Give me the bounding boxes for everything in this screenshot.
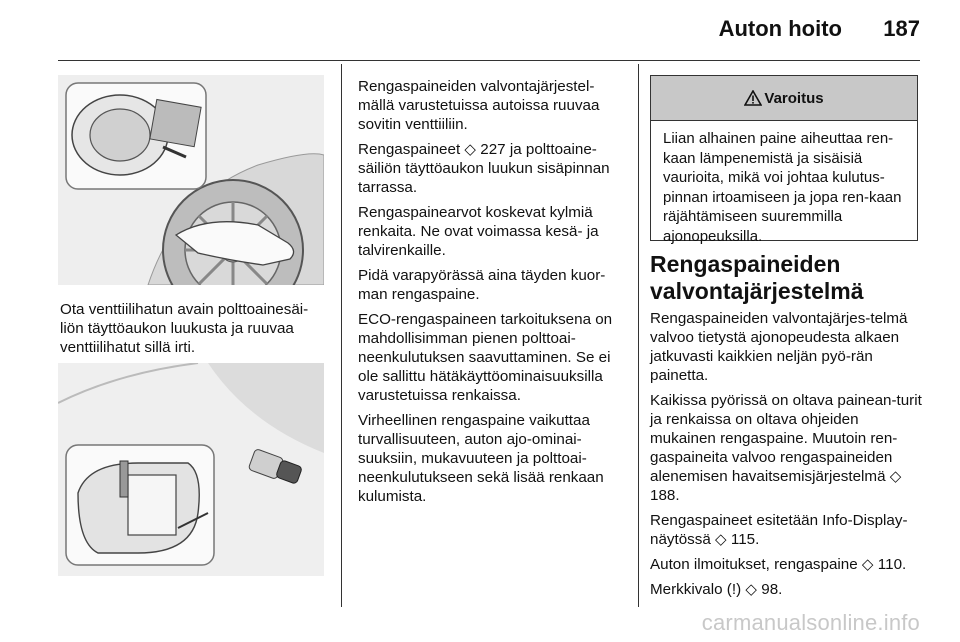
warning-text: Liian alhainen paine aiheuttaa ren-kaan lämpenemistä ja sisäisiä vaurioita, mikä voi johtaa kulutus-pinnan irtoamiseen ja jopa ren-kaan räjähtämiseen suuremmilla ajonopeuksilla. xyxy=(663,130,902,245)
paragraph-eco-pressure: ECO-rengaspaineen tarkoituksena on mahdollisimman pienen polttoai-neenkulutuksen saavuttaminen. Se ei ole sallittu hätäkäyttöominaisuuksilla varustetuissa renkaissa. xyxy=(358,311,613,404)
warning-title: Varoitus xyxy=(764,89,824,107)
illustration-fuel-flap-key xyxy=(58,363,324,576)
page-header xyxy=(0,0,960,60)
paragraph-incorrect-pressure: Virheellinen rengaspaine vaikuttaa turvallisuuteen, auton ajo-ominai-suuksiin, mukavuuteen ja polttoai-neenkulutukseen sekä lisää renkaan kulumista. xyxy=(358,412,604,505)
section-title: Auton hoito xyxy=(718,16,842,41)
warning-box xyxy=(650,75,918,245)
warning-triangle-icon xyxy=(744,90,762,106)
column-divider-left xyxy=(341,64,342,607)
paragraph-monitoring: Rengaspaineiden valvontajärjes-telmä valvoo tietystä ajonopeudesta alkaen jatkuvasti kaikkien neljän pyö-rän painetta. xyxy=(650,310,908,384)
paragraph-control-indicator: Merkkivalo (!) ◇ 98. xyxy=(650,581,783,598)
illustration-valve-cap-removal xyxy=(58,75,324,285)
paragraph-spare-wheel: Pidä varapyörässä aina täyden kuor-man rengaspaine. xyxy=(358,267,606,303)
paragraph-vehicle-messages: Auton ilmoitukset, rengaspaine ◇ 110. xyxy=(650,556,907,573)
right-column-text xyxy=(650,251,922,605)
paragraph-cold-tyres: Rengaspainearvot koskevat kylmiä renkaita. Ne ovat voimassa kesä- ja talvirenkaille. xyxy=(358,204,599,259)
valve-cap-removal-drawing xyxy=(58,75,324,285)
left-caption: Ota venttiilihatun avain polttoainesäi-liön täyttöaukon luukusta ja ruuvaa venttiilihatut sillä irti. xyxy=(60,301,309,356)
paragraph-adapter: Rengaspaineiden valvontajärjestel-mällä varustetuissa autoissa ruuvaa sovitin venttiiliin. xyxy=(358,78,600,133)
paragraph-sensors: Kaikissa pyörissä on oltava painean-turit ja renkaissa on oltava ohjeiden mukainen rengaspaine. Muutoin ren-gaspaineita valvoo rengaspaineiden alenemisen havaitsemisjärjestelmä ◇ 188. xyxy=(650,392,922,504)
paragraph-info-display: Rengaspaineet esitetään Info-Display-näytössä ◇ 115. xyxy=(650,512,908,548)
paragraph-tyre-pressures: Rengaspaineet ◇ 227 ja polttoaine-säiliön täyttöaukon luukun sisäpinnan tarrassa. xyxy=(358,141,610,196)
column-divider-right xyxy=(638,64,639,607)
warning-header xyxy=(651,76,917,121)
fuel-flap-key-drawing xyxy=(58,363,324,576)
header-rule xyxy=(58,60,920,61)
page-number: 187 xyxy=(883,16,920,41)
section-heading: Rengaspaineiden valvontajärjestelmä xyxy=(650,251,864,304)
middle-column-text xyxy=(358,77,626,512)
watermark: carmanualsonline.info xyxy=(701,610,920,635)
